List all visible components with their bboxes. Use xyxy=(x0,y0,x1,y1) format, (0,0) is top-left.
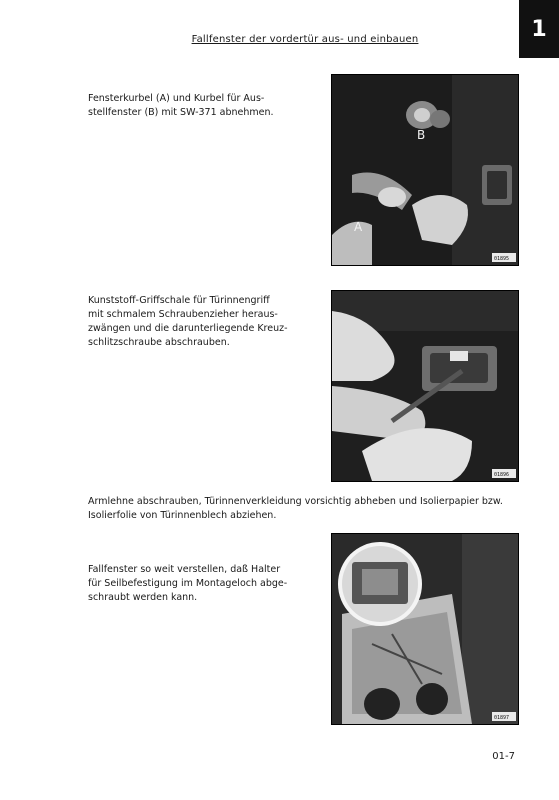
photo-window-cranks-image xyxy=(332,75,518,265)
photo-window-regulator xyxy=(331,533,519,725)
photo-window-regulator-image xyxy=(332,534,518,724)
figure-number-3: 01897 xyxy=(494,715,510,721)
photo-door-handle xyxy=(331,290,519,482)
page-title: Fallfenster der vordertür aus- und einbauen xyxy=(191,34,419,45)
step-2-text: Kunststoff-Griffschale für Türinnengriff mit schmalem Schraubenzieher heraus- zwängen und die darunterliegende Kreuz- schlitzschraube abschrauben. xyxy=(88,295,288,348)
figure-label-a: A xyxy=(354,220,363,234)
figure-number-1: 01895 xyxy=(494,256,510,262)
step-1-text: Fensterkurbel (A) und Kurbel für Aus- stellfenster (B) mit SW-371 abnehmen. xyxy=(88,93,274,118)
step-3-text: Armlehne abschrauben, Türinnenverkleidung vorsichtig abheben und Isolierpapier bzw. Isolierfolie von Türinnenblech abziehen. xyxy=(88,496,503,521)
page-number: 01-7 xyxy=(492,751,515,762)
figure-number-2: 01896 xyxy=(494,472,510,478)
photo-door-handle-image xyxy=(332,291,518,481)
chapter-tab: 1 xyxy=(519,0,559,58)
figure-label-b: B xyxy=(417,128,426,142)
photo-window-cranks xyxy=(331,74,519,266)
step-4-text: Fallfenster so weit verstellen, daß Halter für Seilbefestigung im Montageloch abge- schraubt werden kann. xyxy=(88,564,288,603)
